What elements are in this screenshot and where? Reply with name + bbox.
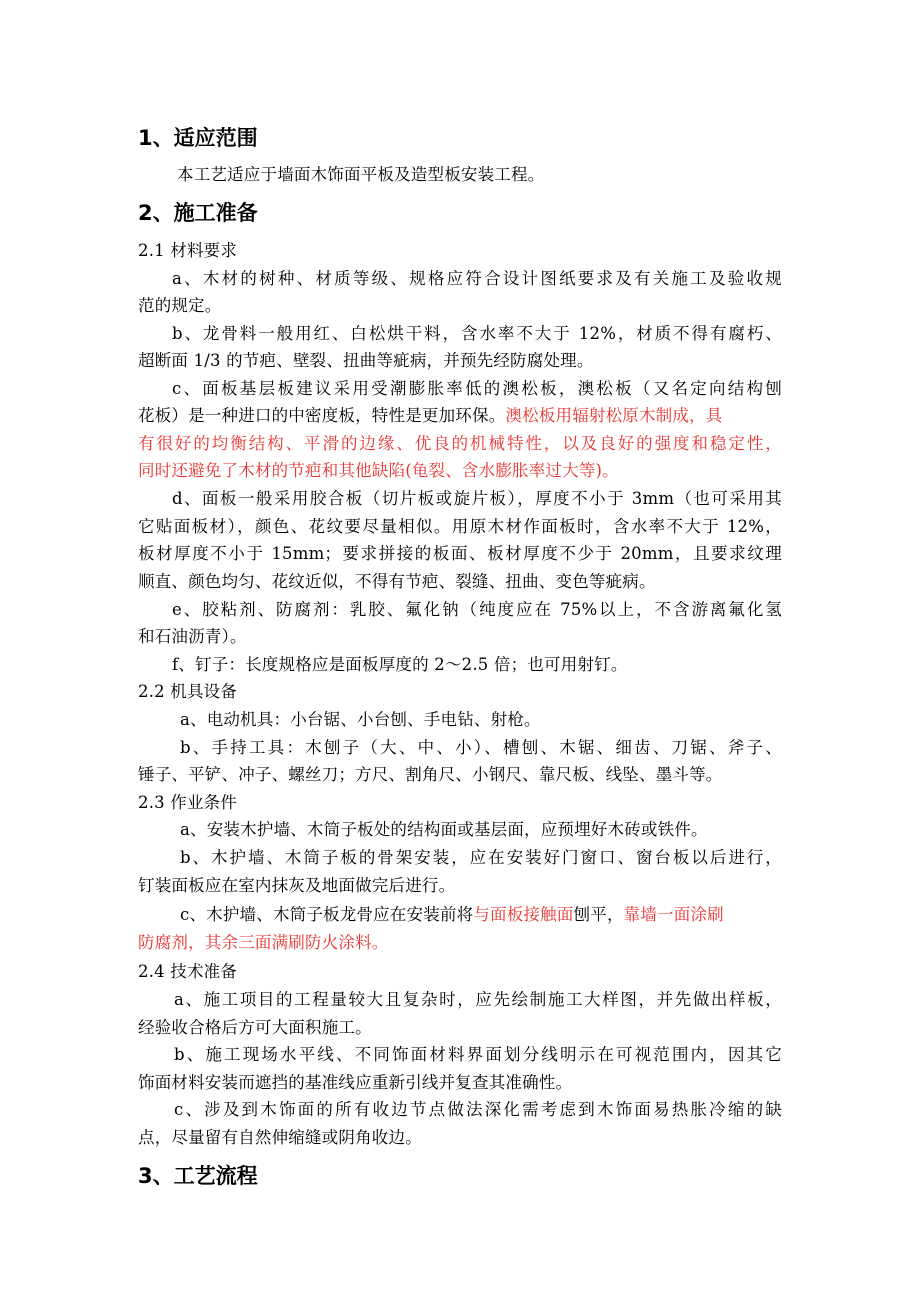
para-2-1-a-line2: 范的规定。 <box>138 296 222 315</box>
para-2-3-b-line1: b、木护墙、木筒子板的骨架安装，应在安装好门窗口、窗台板以后进行， <box>180 848 782 867</box>
para-2-4-b-line1: b、施工现场水平线、不同饰面材料界面划分线明示在可视范围内，因其它 <box>174 1045 782 1064</box>
para-2-1-c-line2 <box>138 404 723 428</box>
para-2-3-c-black-2: 刨平， <box>573 905 624 924</box>
subsection-2-4-title: 2.4 技术准备 <box>138 962 238 981</box>
para-2-1-a-line1: a、木材的树种、材质等级、规格应符合设计图纸要求及有关施工及验收规 <box>172 269 782 288</box>
para-2-3-b-line2: 钉装面板应在室内抹灰及地面做完后进行。 <box>138 876 456 895</box>
para-2-2-b-line1: b、手持工具：木刨子（大、中、小）、槽刨、木锯、细齿、刀锯、斧子、 <box>180 738 782 757</box>
para-2-1-d-line1: d、面板一般采用胶合板（切片板或旋片板），厚度不小于 3mm（也可采用其 <box>172 489 782 508</box>
section-1-heading: 1、适应范围 <box>138 126 258 150</box>
para-2-4-b-line2: 饰面材料安装而遮挡的基准线应重新引线并复查其准确性。 <box>138 1073 573 1092</box>
subsection-2-2-title: 2.2 机具设备 <box>138 682 238 701</box>
para-2-4-a-line1: a、施工项目的工程量较大且复杂时，应先绘制施工大样图，并先做出样板， <box>174 990 782 1009</box>
para-2-3-c-black-1: c、木护墙、木筒子板龙骨应在安装前将 <box>180 905 474 924</box>
para-2-4-c-line1: c、涉及到木饰面的所有收边节点做法深化需考虑到木饰面易热胀冷缩的缺 <box>174 1100 782 1119</box>
para-2-3-c-line1 <box>180 903 724 927</box>
subsection-2-1-title: 2.1 材料要求 <box>138 241 238 260</box>
para-2-1-d-line2: 它贴面板材），颜色、花纹要尽量相似。用原木材作面板时，含水率不大于 12%， <box>138 517 782 536</box>
para-2-2-b-line2: 锤子、平铲、冲子、螺丝刀；方尺、割角尺、小钢尺、靠尺板、线坠、墨斗等。 <box>138 765 723 784</box>
para-2-1-c-line2-red: 澳松板用辐射松原木制成，具 <box>505 406 723 425</box>
para-2-1-f-line1: f、钉子：长度规格应是面板厚度的 2～2.5 倍；也可用射钉。 <box>172 655 628 674</box>
para-2-3-c-red-1: 与面板接触面 <box>473 905 574 924</box>
para-2-1-b-line1: b、龙骨料一般用红、白松烘干料，含水率不大于 12%，材质不得有腐朽、 <box>172 324 782 343</box>
para-2-3-c-line2: 防腐剂，其余三面满刷防火涂料。 <box>138 933 389 952</box>
section-2-heading: 2、施工准备 <box>138 201 258 225</box>
para-2-1-e-line2: 和石油沥青）。 <box>138 627 247 646</box>
para-2-4-c-line2: 点，尽量留有自然伸缩缝或阴角收边。 <box>138 1128 422 1147</box>
para-2-3-c-red-2: 靠墙一面涂刷 <box>623 905 724 924</box>
para-2-1-c-line4: 同时还避免了木材的节疤和其他缺陷(龟裂、含水膨胀率过大等)。 <box>138 461 619 480</box>
para-2-4-a-line2: 经验收合格后方可大面积施工。 <box>138 1018 372 1037</box>
section-3-heading: 3、工艺流程 <box>138 1164 258 1188</box>
para-2-3-a-line1: a、安装木护墙、木筒子板处的结构面或基层面，应预埋好木砖或铁件。 <box>180 820 708 839</box>
subsection-2-3-title: 2.3 作业条件 <box>138 793 238 812</box>
para-2-1-d-line3: 板材厚度不小于 15mm；要求拼接的板面、板材厚度不少于 20mm，且要求纹理 <box>138 544 782 563</box>
section-1-paragraph: 本工艺适应于墙面木饰面平板及造型板安装工程。 <box>177 165 545 184</box>
para-2-1-e-line1: e、胶粘剂、防腐剂：乳胶、氟化钠（纯度应在 75%以上，不含游离氟化氢 <box>172 600 782 619</box>
para-2-1-d-line4: 顺直、颜色均匀、花纹近似，不得有节疤、裂缝、扭曲、变色等疵病。 <box>138 572 656 591</box>
para-2-1-c-line1: c、面板基层板建议采用受潮膨胀率低的澳松板，澳松板（又名定向结构刨 <box>172 379 782 398</box>
para-2-2-a-line1: a、电动机具：小台锯、小台刨、手电钻、射枪。 <box>180 710 541 729</box>
para-2-1-b-line2: 超断面 1/3 的节疤、壁裂、扭曲等疵病，并预先经防腐处理。 <box>138 351 594 370</box>
para-2-1-c-line3: 有很好的均衡结构、平滑的边缘、优良的机械特性，以及良好的强度和稳定性， <box>138 434 782 453</box>
para-2-1-c-line2-black: 花板）是一种进口的中密度板，特性是更加环保。 <box>138 406 506 425</box>
